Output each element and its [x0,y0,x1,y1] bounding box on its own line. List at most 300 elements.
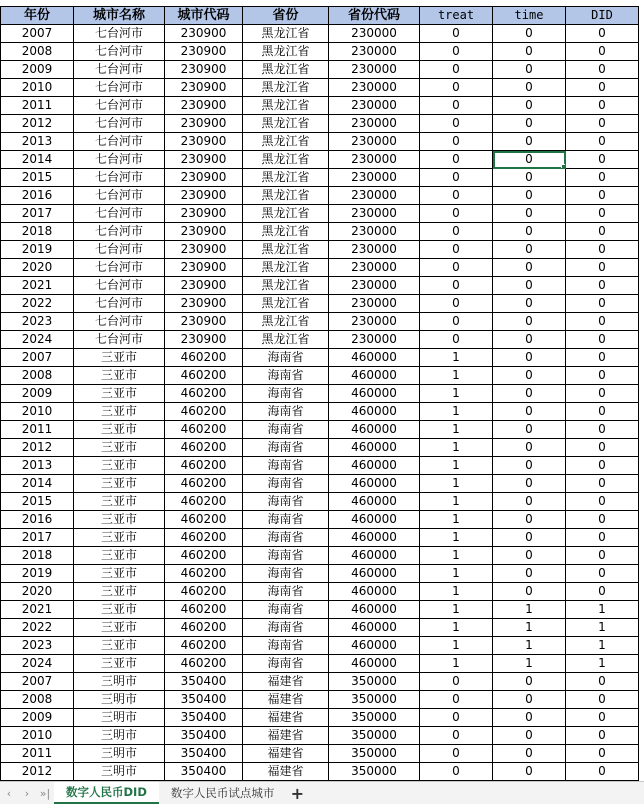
header-city-name[interactable]: 城市名称 [74,7,165,25]
cell-did[interactable]: 0 [566,745,639,763]
cell-did[interactable]: 0 [566,709,639,727]
cell-year[interactable]: 2019 [1,241,74,259]
cell-province-code[interactable]: 460000 [329,367,420,385]
cell-city-code[interactable]: 230900 [165,115,243,133]
cell-did[interactable]: 0 [566,259,639,277]
cell-province[interactable]: 福建省 [243,691,329,709]
cell-did[interactable]: 0 [566,349,639,367]
cell-city-name[interactable]: 三亚市 [74,511,165,529]
cell-city-code[interactable]: 460200 [165,475,243,493]
cell-year[interactable]: 2022 [1,619,74,637]
cell-province-code[interactable]: 460000 [329,403,420,421]
cell-time[interactable]: 0 [493,241,566,259]
cell-province[interactable]: 福建省 [243,709,329,727]
cell-time[interactable]: 1 [493,601,566,619]
cell-did[interactable]: 0 [566,547,639,565]
cell-province[interactable]: 黑龙江省 [243,259,329,277]
cell-treat[interactable]: 1 [420,367,493,385]
cell-province[interactable]: 海南省 [243,385,329,403]
cell-city-code[interactable]: 460200 [165,385,243,403]
cell-year[interactable]: 2008 [1,691,74,709]
cell-treat[interactable]: 0 [420,313,493,331]
cell-time[interactable]: 0 [493,763,566,781]
cell-did[interactable]: 0 [566,439,639,457]
cell-did[interactable]: 0 [566,43,639,61]
cell-time[interactable]: 0 [493,223,566,241]
cell-province-code[interactable]: 460000 [329,439,420,457]
cell-year[interactable]: 2021 [1,277,74,295]
cell-treat[interactable]: 0 [420,133,493,151]
cell-province-code[interactable]: 230000 [329,61,420,79]
cell-year[interactable]: 2012 [1,439,74,457]
cell-year[interactable]: 2023 [1,313,74,331]
cell-city-name[interactable]: 七台河市 [74,25,165,43]
cell-province[interactable]: 黑龙江省 [243,115,329,133]
tab-digital-rmb-did[interactable]: 数字人民币DID [54,782,159,804]
cell-treat[interactable]: 0 [420,241,493,259]
cell-treat[interactable]: 1 [420,547,493,565]
cell-did[interactable]: 0 [566,205,639,223]
cell-time[interactable]: 0 [493,493,566,511]
cell-did[interactable]: 0 [566,277,639,295]
cell-province[interactable]: 海南省 [243,655,329,673]
cell-time[interactable]: 0 [493,151,566,169]
cell-did[interactable]: 0 [566,475,639,493]
cell-year[interactable]: 2007 [1,349,74,367]
cell-city-code[interactable]: 230900 [165,169,243,187]
cell-treat[interactable]: 0 [420,763,493,781]
cell-treat[interactable]: 1 [420,565,493,583]
cell-did[interactable]: 0 [566,187,639,205]
cell-province[interactable]: 黑龙江省 [243,295,329,313]
cell-time[interactable]: 0 [493,547,566,565]
cell-province[interactable]: 黑龙江省 [243,241,329,259]
cell-province-code[interactable]: 350000 [329,709,420,727]
cell-year[interactable]: 2016 [1,187,74,205]
cell-treat[interactable]: 1 [420,601,493,619]
cell-province[interactable]: 海南省 [243,493,329,511]
cell-province-code[interactable]: 460000 [329,385,420,403]
cell-city-name[interactable]: 三亚市 [74,565,165,583]
cell-time[interactable]: 0 [493,745,566,763]
cell-year[interactable]: 2011 [1,745,74,763]
cell-time[interactable]: 0 [493,385,566,403]
cell-did[interactable]: 0 [566,691,639,709]
cell-treat[interactable]: 1 [420,583,493,601]
header-year[interactable]: 年份 [1,7,74,25]
cell-city-name[interactable]: 七台河市 [74,313,165,331]
cell-treat[interactable]: 0 [420,673,493,691]
cell-year[interactable]: 2017 [1,205,74,223]
cell-province-code[interactable]: 350000 [329,727,420,745]
cell-did[interactable]: 0 [566,97,639,115]
cell-time[interactable]: 0 [493,367,566,385]
cell-province[interactable]: 黑龙江省 [243,133,329,151]
cell-city-code[interactable]: 230900 [165,97,243,115]
cell-city-code[interactable]: 230900 [165,25,243,43]
cell-treat[interactable]: 1 [420,637,493,655]
cell-year[interactable]: 2009 [1,709,74,727]
cell-province[interactable]: 海南省 [243,601,329,619]
cell-province-code[interactable]: 460000 [329,601,420,619]
cell-year[interactable]: 2023 [1,637,74,655]
cell-treat[interactable]: 0 [420,727,493,745]
cell-city-name[interactable]: 三亚市 [74,475,165,493]
cell-province[interactable]: 黑龙江省 [243,151,329,169]
cell-did[interactable]: 1 [566,637,639,655]
cell-time[interactable]: 0 [493,313,566,331]
cell-city-code[interactable]: 350400 [165,763,243,781]
cell-city-name[interactable]: 三亚市 [74,655,165,673]
cell-did[interactable]: 1 [566,619,639,637]
cell-time[interactable]: 0 [493,583,566,601]
cell-city-name[interactable]: 三明市 [74,691,165,709]
cell-province-code[interactable]: 230000 [329,295,420,313]
cell-year[interactable]: 2018 [1,223,74,241]
cell-year[interactable]: 2014 [1,475,74,493]
cell-treat[interactable]: 1 [420,403,493,421]
cell-city-name[interactable]: 三明市 [74,727,165,745]
cell-province[interactable]: 海南省 [243,367,329,385]
cell-city-name[interactable]: 三亚市 [74,421,165,439]
cell-year[interactable]: 2024 [1,331,74,349]
cell-province[interactable]: 海南省 [243,403,329,421]
cell-treat[interactable]: 0 [420,97,493,115]
cell-city-code[interactable]: 350400 [165,745,243,763]
cell-city-name[interactable]: 三明市 [74,763,165,781]
cell-year[interactable]: 2010 [1,79,74,97]
cell-city-code[interactable]: 230900 [165,223,243,241]
cell-did[interactable]: 0 [566,241,639,259]
cell-time[interactable]: 0 [493,349,566,367]
cell-province[interactable]: 海南省 [243,529,329,547]
cell-province-code[interactable]: 230000 [329,241,420,259]
cell-year[interactable]: 2007 [1,25,74,43]
cell-city-code[interactable]: 460200 [165,349,243,367]
cell-year[interactable]: 2008 [1,43,74,61]
cell-time[interactable]: 0 [493,331,566,349]
cell-year[interactable]: 2012 [1,115,74,133]
cell-province[interactable]: 福建省 [243,763,329,781]
cell-province-code[interactable]: 230000 [329,313,420,331]
cell-year[interactable]: 2021 [1,601,74,619]
cell-province-code[interactable]: 230000 [329,259,420,277]
cell-year[interactable]: 2017 [1,529,74,547]
cell-time[interactable]: 0 [493,115,566,133]
cell-city-code[interactable]: 230900 [165,205,243,223]
cell-did[interactable]: 0 [566,565,639,583]
cell-did[interactable]: 0 [566,151,639,169]
cell-did[interactable]: 0 [566,583,639,601]
cell-did[interactable]: 0 [566,367,639,385]
cell-city-name[interactable]: 七台河市 [74,79,165,97]
cell-time[interactable]: 0 [493,511,566,529]
cell-time[interactable]: 0 [493,25,566,43]
cell-city-code[interactable]: 460200 [165,457,243,475]
cell-did[interactable]: 1 [566,601,639,619]
cell-province-code[interactable]: 230000 [329,205,420,223]
cell-city-code[interactable]: 230900 [165,61,243,79]
cell-province[interactable]: 黑龙江省 [243,169,329,187]
cell-province[interactable]: 黑龙江省 [243,43,329,61]
cell-province-code[interactable]: 230000 [329,187,420,205]
cell-time[interactable]: 0 [493,61,566,79]
cell-city-code[interactable]: 230900 [165,151,243,169]
cell-did[interactable]: 0 [566,295,639,313]
cell-province[interactable]: 黑龙江省 [243,187,329,205]
cell-treat[interactable]: 0 [420,331,493,349]
cell-city-name[interactable]: 七台河市 [74,205,165,223]
cell-treat[interactable]: 1 [420,421,493,439]
cell-city-name[interactable]: 三亚市 [74,637,165,655]
cell-time[interactable]: 0 [493,475,566,493]
tab-prev-icon[interactable]: ‹ [6,786,12,800]
cell-city-code[interactable]: 230900 [165,295,243,313]
cell-year[interactable]: 2020 [1,259,74,277]
cell-treat[interactable]: 0 [420,61,493,79]
cell-time[interactable]: 1 [493,655,566,673]
cell-did[interactable]: 0 [566,169,639,187]
cell-time[interactable]: 0 [493,457,566,475]
cell-city-name[interactable]: 七台河市 [74,331,165,349]
cell-time[interactable]: 0 [493,691,566,709]
cell-year[interactable]: 2009 [1,61,74,79]
cell-city-name[interactable]: 三亚市 [74,493,165,511]
cell-treat[interactable]: 1 [420,529,493,547]
cell-city-code[interactable]: 460200 [165,565,243,583]
cell-time[interactable]: 1 [493,619,566,637]
cell-province-code[interactable]: 460000 [329,529,420,547]
cell-did[interactable]: 0 [566,331,639,349]
cell-city-name[interactable]: 三亚市 [74,367,165,385]
cell-province-code[interactable]: 460000 [329,655,420,673]
cell-province[interactable]: 海南省 [243,583,329,601]
cell-time[interactable]: 0 [493,259,566,277]
cell-city-name[interactable]: 三亚市 [74,439,165,457]
cell-province[interactable]: 海南省 [243,619,329,637]
cell-year[interactable]: 2022 [1,295,74,313]
cell-city-name[interactable]: 七台河市 [74,43,165,61]
cell-year[interactable]: 2014 [1,151,74,169]
cell-province-code[interactable]: 230000 [329,79,420,97]
cell-time[interactable]: 0 [493,97,566,115]
cell-province[interactable]: 海南省 [243,511,329,529]
cell-city-name[interactable]: 三亚市 [74,529,165,547]
cell-province[interactable]: 黑龙江省 [243,61,329,79]
cell-province-code[interactable]: 460000 [329,637,420,655]
cell-treat[interactable]: 0 [420,709,493,727]
cell-province[interactable]: 海南省 [243,547,329,565]
cell-city-code[interactable]: 460200 [165,493,243,511]
cell-province[interactable]: 海南省 [243,349,329,367]
cell-treat[interactable]: 0 [420,277,493,295]
cell-year[interactable]: 2016 [1,511,74,529]
cell-year[interactable]: 2024 [1,655,74,673]
cell-province[interactable]: 黑龙江省 [243,205,329,223]
cell-province-code[interactable]: 460000 [329,583,420,601]
cell-year[interactable]: 2012 [1,763,74,781]
header-did[interactable]: DID [566,7,639,25]
cell-time[interactable]: 0 [493,673,566,691]
cell-city-name[interactable]: 三明市 [74,745,165,763]
cell-city-code[interactable]: 230900 [165,133,243,151]
tab-last-icon[interactable]: »| [39,786,51,800]
cell-did[interactable]: 0 [566,25,639,43]
cell-province[interactable]: 福建省 [243,673,329,691]
cell-treat[interactable]: 1 [420,493,493,511]
cell-treat[interactable]: 1 [420,385,493,403]
cell-did[interactable]: 0 [566,385,639,403]
cell-treat[interactable]: 0 [420,223,493,241]
cell-city-code[interactable]: 350400 [165,673,243,691]
cell-province-code[interactable]: 460000 [329,349,420,367]
cell-city-name[interactable]: 三亚市 [74,457,165,475]
tab-digital-rmb-pilot-cities[interactable]: 数字人民币试点城市 [170,786,275,800]
cell-did[interactable]: 0 [566,313,639,331]
cell-province[interactable]: 黑龙江省 [243,97,329,115]
cell-treat[interactable]: 0 [420,205,493,223]
cell-treat[interactable]: 0 [420,745,493,763]
cell-city-name[interactable]: 三亚市 [74,547,165,565]
cell-city-code[interactable]: 460200 [165,655,243,673]
cell-province[interactable]: 黑龙江省 [243,277,329,295]
cell-city-name[interactable]: 七台河市 [74,259,165,277]
cell-treat[interactable]: 0 [420,25,493,43]
cell-province[interactable]: 黑龙江省 [243,331,329,349]
cell-province-code[interactable]: 460000 [329,475,420,493]
cell-did[interactable]: 0 [566,403,639,421]
cell-year[interactable]: 2010 [1,727,74,745]
cell-city-name[interactable]: 七台河市 [74,151,165,169]
cell-province[interactable]: 海南省 [243,637,329,655]
cell-city-name[interactable]: 三亚市 [74,385,165,403]
cell-province-code[interactable]: 460000 [329,547,420,565]
cell-province-code[interactable]: 350000 [329,691,420,709]
cell-province[interactable]: 海南省 [243,439,329,457]
cell-province-code[interactable]: 350000 [329,763,420,781]
cell-did[interactable]: 0 [566,493,639,511]
cell-province-code[interactable]: 230000 [329,133,420,151]
cell-year[interactable]: 2015 [1,169,74,187]
cell-city-code[interactable]: 460200 [165,403,243,421]
cell-time[interactable]: 0 [493,529,566,547]
cell-treat[interactable]: 0 [420,169,493,187]
cell-year[interactable]: 2009 [1,385,74,403]
cell-treat[interactable]: 1 [420,655,493,673]
header-treat[interactable]: treat [420,7,493,25]
cell-province-code[interactable]: 460000 [329,619,420,637]
cell-time[interactable]: 1 [493,637,566,655]
cell-province[interactable]: 海南省 [243,475,329,493]
cell-treat[interactable]: 0 [420,259,493,277]
cell-city-name[interactable]: 七台河市 [74,97,165,115]
cell-did[interactable]: 0 [566,763,639,781]
cell-province[interactable]: 黑龙江省 [243,313,329,331]
cell-province-code[interactable]: 230000 [329,223,420,241]
cell-year[interactable]: 2019 [1,565,74,583]
cell-city-code[interactable]: 350400 [165,727,243,745]
cell-year[interactable]: 2010 [1,403,74,421]
cell-treat[interactable]: 0 [420,151,493,169]
cell-treat[interactable]: 0 [420,187,493,205]
cell-treat[interactable]: 0 [420,79,493,97]
cell-time[interactable]: 0 [493,169,566,187]
cell-year[interactable]: 2020 [1,583,74,601]
cell-province[interactable]: 黑龙江省 [243,223,329,241]
cell-city-name[interactable]: 七台河市 [74,241,165,259]
cell-did[interactable]: 0 [566,421,639,439]
cell-city-code[interactable]: 460200 [165,367,243,385]
cell-province[interactable]: 海南省 [243,457,329,475]
cell-province-code[interactable]: 230000 [329,169,420,187]
cell-year[interactable]: 2011 [1,421,74,439]
cell-city-code[interactable]: 230900 [165,43,243,61]
cell-time[interactable]: 0 [493,187,566,205]
cell-did[interactable]: 0 [566,457,639,475]
cell-city-name[interactable]: 七台河市 [74,169,165,187]
cell-year[interactable]: 2013 [1,133,74,151]
cell-city-name[interactable]: 七台河市 [74,187,165,205]
cell-time[interactable]: 0 [493,421,566,439]
cell-did[interactable]: 1 [566,655,639,673]
cell-year[interactable]: 2013 [1,457,74,475]
cell-city-name[interactable]: 三亚市 [74,619,165,637]
header-time[interactable]: time [493,7,566,25]
cell-did[interactable]: 0 [566,529,639,547]
cell-year[interactable]: 2008 [1,367,74,385]
cell-city-name[interactable]: 三亚市 [74,601,165,619]
cell-province-code[interactable]: 230000 [329,115,420,133]
header-province-code[interactable]: 省份代码 [329,7,420,25]
cell-province-code[interactable]: 230000 [329,151,420,169]
cell-did[interactable]: 0 [566,133,639,151]
cell-province[interactable]: 海南省 [243,565,329,583]
cell-province[interactable]: 黑龙江省 [243,79,329,97]
cell-province-code[interactable]: 460000 [329,493,420,511]
cell-city-code[interactable]: 460200 [165,637,243,655]
cell-time[interactable]: 0 [493,133,566,151]
cell-city-name[interactable]: 七台河市 [74,115,165,133]
cell-province[interactable]: 海南省 [243,421,329,439]
cell-city-name[interactable]: 三亚市 [74,583,165,601]
cell-time[interactable]: 0 [493,277,566,295]
cell-treat[interactable]: 1 [420,511,493,529]
cell-province-code[interactable]: 230000 [329,277,420,295]
cell-city-name[interactable]: 三明市 [74,709,165,727]
cell-did[interactable]: 0 [566,511,639,529]
cell-time[interactable]: 0 [493,403,566,421]
cell-time[interactable]: 0 [493,439,566,457]
cell-city-name[interactable]: 三亚市 [74,349,165,367]
tab-next-icon[interactable]: › [24,786,30,800]
cell-city-name[interactable]: 三亚市 [74,403,165,421]
cell-time[interactable]: 0 [493,709,566,727]
cell-province-code[interactable]: 460000 [329,511,420,529]
cell-treat[interactable]: 0 [420,43,493,61]
cell-province-code[interactable]: 460000 [329,457,420,475]
cell-province[interactable]: 福建省 [243,745,329,763]
cell-did[interactable]: 0 [566,727,639,745]
cell-time[interactable]: 0 [493,205,566,223]
header-province[interactable]: 省份 [243,7,329,25]
cell-city-name[interactable]: 七台河市 [74,277,165,295]
cell-did[interactable]: 0 [566,115,639,133]
cell-city-code[interactable]: 460200 [165,421,243,439]
cell-city-code[interactable]: 460200 [165,529,243,547]
cell-year[interactable]: 2018 [1,547,74,565]
cell-city-code[interactable]: 230900 [165,259,243,277]
cell-year[interactable]: 2015 [1,493,74,511]
